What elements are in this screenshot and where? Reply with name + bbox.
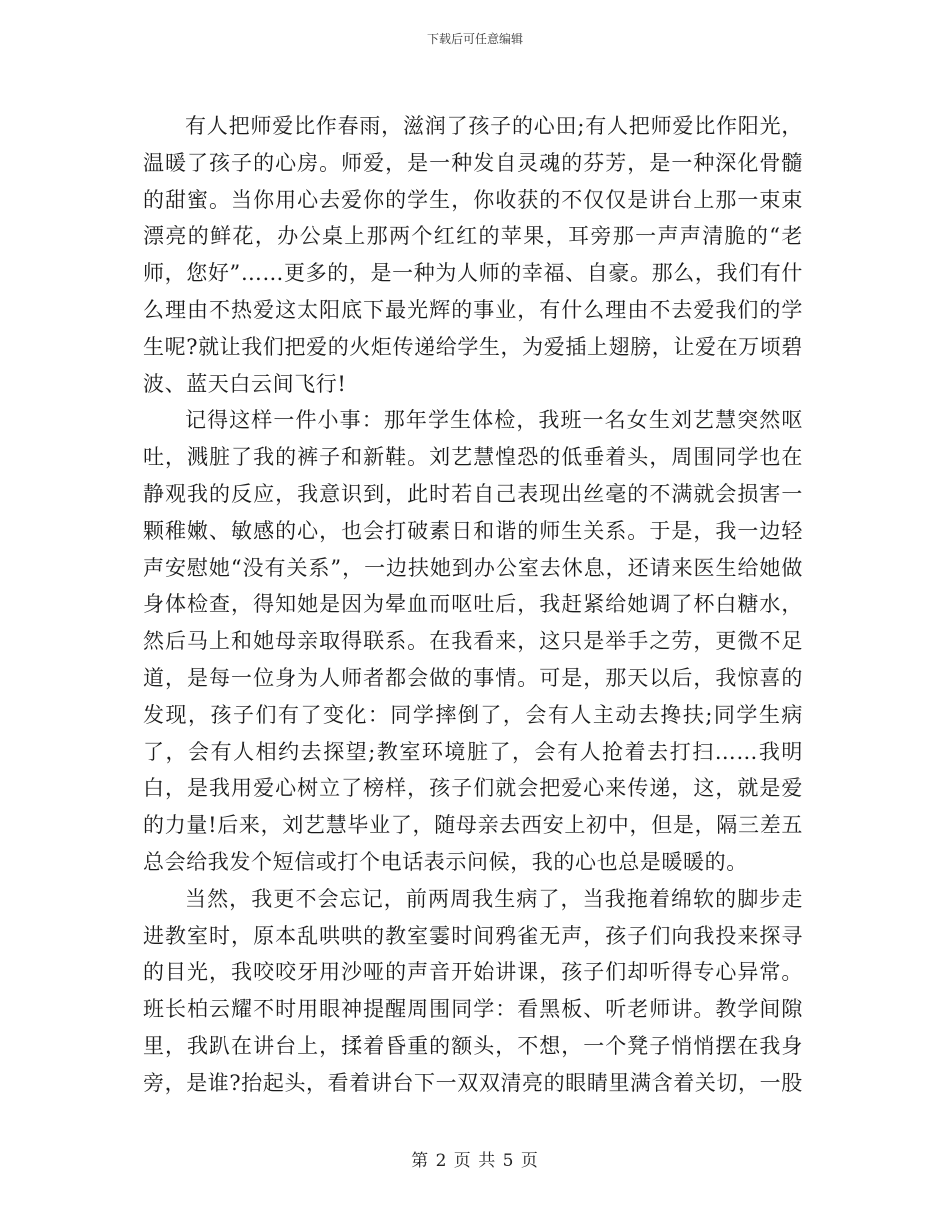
paragraph-3: 当然，我更不会忘记，前两周我生病了，当我拖着绵软的脚步走进教室时，原本乱哄哄的教室霎时间鸦雀无声，孩子们向我投来探寻的目光，我咬咬牙用沙哑的声音开始讲课，孩子们却听得专心异常。班长柏云耀不时用眼神提醒周围同学：看黑板、听老师讲。教学间隙里，我趴在讲台上，揉着昏重的额头，不想，一个凳子悄悄摆在我身旁，是谁?抬起头，看着讲台下一双双清亮的眼睛里满含着关切，一股	[143, 886, 803, 1095]
paragraph-2: 记得这样一件小事：那年学生体检，我班一名女生刘艺慧突然呕吐，溅脏了我的裤子和新鞋。刘艺慧惶恐的低垂着头，周围同学也在静观我的反应，我意识到，此时若自己表现出丝毫的不满就会损害一颗稚嫩、敏感的心，也会打破素日和谐的师生关系。于是，我一边轻声安慰她“没有关系”，一边扶她到办公室去休息，还请来医生给她做身体检查，得知她是因为晕血而呕吐后，我赶紧给她调了杯白糖水，然后马上和她母亲取得联系。在我看来，这只是举手之劳，更微不足道，是每一位身为人师者都会做的事情。可是，那天以后，我惊喜的发现，孩子们有了变化：同学摔倒了，会有人主动去搀扶;同学生病了，会有人相约去探望;教室环境脏了，会有人抢着去打扫……我明白，是我用爱心树立了榜样，孩子们就会把爱心来传递，这，就是爱的力量!后来，刘艺慧毕业了，随母亲去西安上初中，但是，隔三差五总会给我发个短信或打个电话表示问候，我的心也总是暖暖的。	[143, 408, 803, 874]
page-number-footer: 第 2 页 共 5 页	[411, 1151, 539, 1171]
page-header: 下载后可任意编辑	[426, 32, 523, 46]
paragraph-1: 有人把师爱比作春雨，滋润了孩子的心田;有人把师爱比作阳光，温暖了孩子的心房。师爱，是一种发自灵魂的芬芳，是一种深化骨髓的甜蜜。当你用心去爱你的学生，你收获的不仅仅是讲台上那一束束漂亮的鲜花，办公桌上那两个红红的苹果，耳旁那一声声清脆的“老师，您好”……更多的，是一种为人师的幸福、自豪。那么，我们有什么理由不热爱这太阳底下最光辉的事业，有什么理由不去爱我们的学生呢?就让我们把爱的火炬传递给学生，为爱插上翅膀，让爱在万顷碧波、蓝天白云间飞行!	[143, 114, 803, 396]
document-body	[143, 108, 803, 1102]
